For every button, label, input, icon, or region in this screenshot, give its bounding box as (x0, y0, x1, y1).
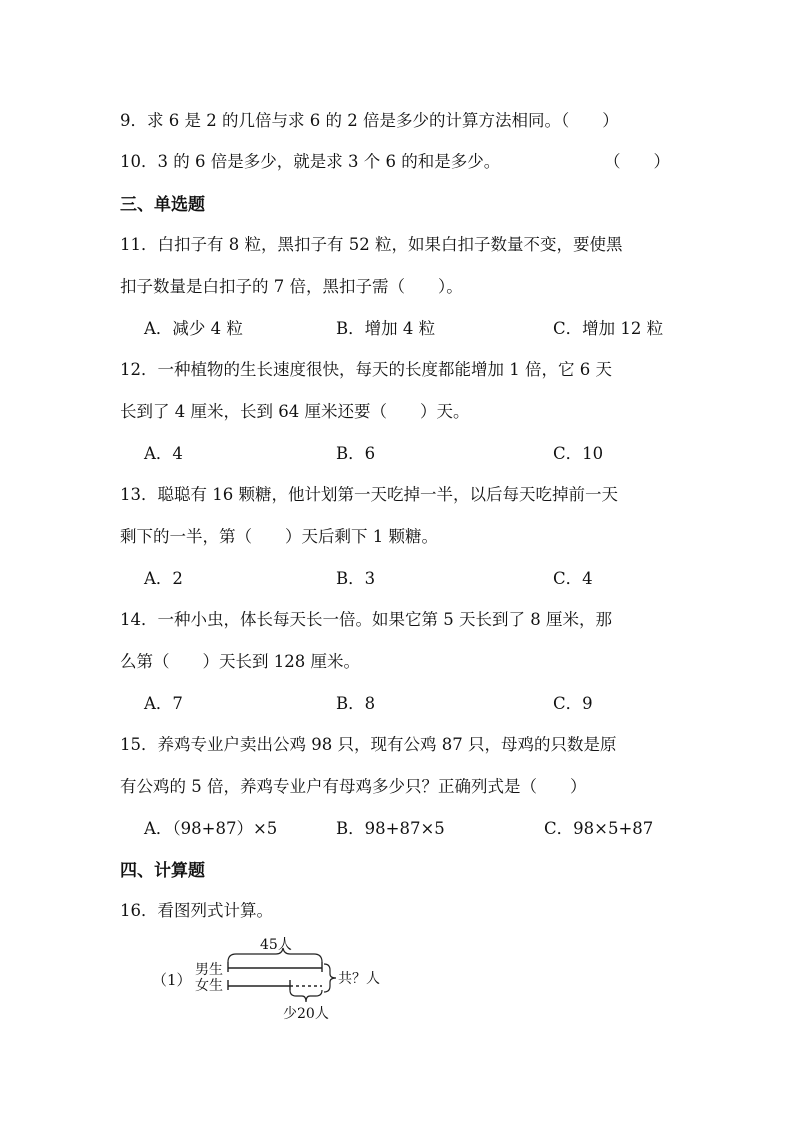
question-10: 10．3 的 6 倍是多少，就是求 3 个 6 的和是多少。 (120, 152, 501, 171)
diagram-index: （1） (152, 971, 192, 989)
question-12-option-a: A．4 (144, 444, 183, 463)
question-14-option-a: A．7 (144, 694, 183, 713)
question-12-line-2: 长到了 4 厘米，长到 64 厘米还要（ ）天。 (120, 402, 470, 421)
section-title-calculation: 四、计算题 (120, 861, 205, 881)
question-11-line-2: 扣子数量是白扣子的 7 倍，黑扣子需（ ）。 (120, 277, 463, 296)
question-15-option-c: C．98×5+87 (544, 819, 654, 838)
question-13-option-a: A．2 (144, 569, 183, 588)
line-segment-diagram (140, 932, 400, 1024)
question-11-option-b: B．增加 4 粒 (336, 319, 436, 338)
question-11-option-c: C．增加 12 粒 (553, 319, 664, 338)
question-12-option-b: B．6 (336, 444, 376, 463)
question-15-line-2: 有公鸡的 5 倍，养鸡专业户有母鸡多少只？正确列式是（ ） (120, 777, 587, 796)
diagram-less-label: 少20人 (283, 1006, 329, 1022)
less-brace (290, 990, 322, 1002)
question-14-line-1: 14．一种小虫，体长每天长一倍。如果它第 5 天长到了 8 厘米，那 (120, 610, 612, 629)
question-9: 9．求 6 是 2 的几倍与求 6 的 2 倍是多少的计算方法相同。（ ） (120, 111, 619, 130)
diagram-total-label: 共？人 (338, 971, 380, 987)
question-12-option-c: C．10 (553, 444, 604, 463)
question-11-option-a: A．减少 4 粒 (144, 319, 243, 338)
question-11-line-1: 11．白扣子有 8 粒，黑扣子有 52 粒，如果白扣子数量不变，要使黑 (120, 235, 623, 254)
question-13-line-1: 13．聪聪有 16 颗糖，他计划第一天吃掉一半，以后每天吃掉前一天 (120, 485, 618, 504)
question-10-answer-paren: （ ） (604, 152, 670, 171)
question-14-option-c: C．9 (553, 694, 593, 713)
section-title-single-choice: 三、单选题 (120, 195, 205, 215)
question-14-line-2: 么第（ ）天长到 128 厘米。 (120, 652, 360, 671)
question-16: 16．看图列式计算。 (120, 901, 273, 920)
question-12-line-1: 12．一种植物的生长速度很快，每天的长度都能增加 1 倍，它 6 天 (120, 360, 612, 379)
question-13-line-2: 剩下的一半，第（ ）天后剩下 1 颗糖。 (120, 527, 438, 546)
question-14-option-b: B．8 (336, 694, 376, 713)
question-13-option-b: B．3 (336, 569, 376, 588)
total-brace (324, 964, 336, 992)
question-15-line-1: 15．养鸡专业户卖出公鸡 98 只，现有公鸡 87 只，母鸡的只数是原 (120, 735, 617, 754)
diagram-label-boys: 男生 (195, 962, 223, 978)
question-15-option-a: A．（98+87）×5 (144, 819, 278, 838)
diagram-boys-count: 45人 (260, 937, 292, 953)
diagram-label-girls: 女生 (195, 978, 223, 994)
question-13-option-c: C．4 (553, 569, 593, 588)
question-15-option-b: B．98+87×5 (336, 819, 445, 838)
